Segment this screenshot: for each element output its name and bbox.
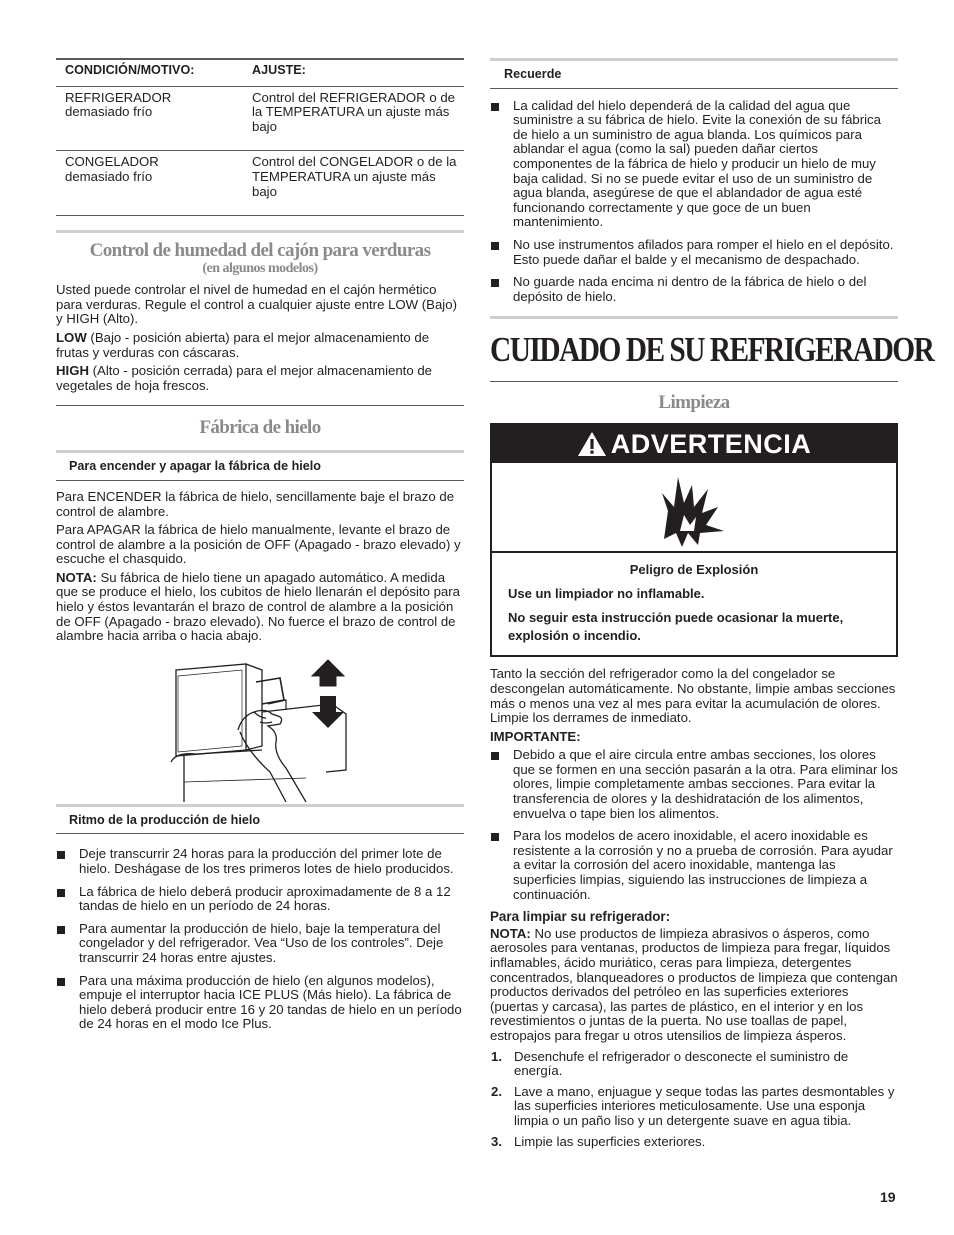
- bullet-square-icon: [57, 978, 65, 986]
- table-header-condition: CONDICIÓN/MOTIVO:: [65, 63, 195, 77]
- right-column: [490, 58, 934, 1155]
- icemaker-illustration: [56, 652, 464, 802]
- icemaker-section-title: Fábrica de hielo: [199, 417, 321, 439]
- bullet-square-icon: [57, 926, 65, 934]
- list-item-text: No guarde nada encima ni dentro de la fábrica de hielo o del depósito de hielo.: [513, 274, 867, 304]
- note-text: No use productos de limpieza abrasivos o ásperos, como aerosoles para ventanas, productos de limpieza para fregar, líquidos inflamables, ácido muriático, ceras para limpieza, detergentes concentrados, blanqueadores o productos de limpieza que contengan productos derivados del petróleo en las superficies exteriores (puertas y carcasa), las partes de plástico, en el interior y en los revestimientos o juntas de la puerta. No use toallas de papel, estropajos para fregar u otros utensilios de limpieza ásperos.: [490, 925, 898, 1043]
- icemaker-on-text: Para ENCENDER la fábrica de hielo, sencillamente baje el brazo de control de alambre.: [56, 488, 455, 519]
- humidity-section-subtitle: (en algunos modelos): [202, 261, 318, 277]
- cleaning-steps: [490, 1050, 898, 1150]
- table-header-setting: AJUSTE:: [252, 63, 306, 77]
- remember-heading: Recuerde: [504, 67, 562, 81]
- table-cell-setting: Control del CONGELADOR o de la TEMPERATURA un ajuste más bajo: [252, 154, 457, 199]
- warning-line-1: Use un limpiador no inflamable.: [508, 586, 705, 602]
- explosion-icon: [492, 463, 896, 551]
- warning-hazard-title: Peligro de Explosión: [629, 562, 759, 578]
- list-item: [490, 748, 898, 821]
- divider: [56, 405, 464, 406]
- list-item-text: No use instrumentos afilados para romper el hielo en el depósito. Esto puede dañar el balde y el mecanismo de despachado.: [513, 236, 894, 267]
- divider: [56, 480, 464, 481]
- high-text: (Alto - posición cerrada) para el mejor almacenamiento de vegetales de hoja frescos.: [56, 363, 433, 393]
- important-label: IMPORTANTE:: [490, 728, 581, 744]
- warning-box: [490, 423, 898, 657]
- bullet-square-icon: [491, 279, 499, 287]
- icemaker-rate-heading: Ritmo de la producción de hielo: [69, 812, 261, 827]
- divider: [490, 381, 898, 382]
- step-number: 3.: [491, 1133, 502, 1149]
- icemaker-rate-list: [56, 847, 464, 1032]
- step-text: Lave a mano, enjuague y seque todas las partes desmontables y las superficies interiores meticulosamente. Use una esponja limpia o un paño liso y un detergente suave en agua tibia.: [514, 1083, 895, 1128]
- warning-image: [492, 463, 896, 553]
- high-label: HIGH: [56, 363, 89, 379]
- list-item-text: La calidad del hielo dependerá de la calidad del agua que suministre a su fábrica de hielo. Evite la conexión de su fábrica de hielo a un suministro de agua blanda. Los químicos para ablandar el agua (como la sal) pueden dañar ciertos componentes de la fábrica de hielo y producir un hielo de muy baja calidad. Si no se puede evitar el uso de un suministro de agua blanda, asegúrese de que el ablandador de agua esté funcionando correctamente y que goce de un buen mantenimiento.: [513, 97, 881, 230]
- note-label: NOTA:: [56, 569, 97, 585]
- table-row: [56, 87, 464, 152]
- warning-line-2: No seguir esta instrucción puede ocasionar la muerte, explosión o incendio.: [508, 610, 844, 644]
- page-title: CUIDADO DE SU REFRIGERADOR: [490, 330, 934, 370]
- list-item: [490, 1050, 898, 1079]
- table-cell-setting: Control del REFRIGERADOR o de la TEMPERATURA un ajuste más bajo: [252, 89, 456, 134]
- humidity-intro: Usted puede controlar el nivel de humedad en el cajón hermético para verduras. Regule el control a cualquier ajuste entre LOW (Bajo) y HIGH (Alto).: [56, 282, 457, 327]
- list-item-text: Deje transcurrir 24 horas para la producción del primer lote de hielo. Deshágase de los tres primeros lotes de hielo producidos.: [79, 846, 454, 877]
- bullet-square-icon: [491, 103, 499, 111]
- table-header-row: [56, 60, 464, 87]
- warning-label: ADVERTENCIA: [610, 429, 812, 460]
- bullet-square-icon: [57, 851, 65, 859]
- list-item-text: Para los modelos de acero inoxidable, el acero inoxidable es resistente a la corrosión y no a prueba de corrosión. Para ayudar a evitar la corrosión del acero inoxidable, mantenga las superficies limpias, siguiendo las instrucciones de limpieza a continuación.: [513, 828, 893, 902]
- bullet-square-icon: [491, 833, 499, 841]
- list-item: [490, 275, 898, 304]
- left-column: [56, 58, 464, 1040]
- list-item: [490, 1085, 898, 1129]
- step-text: Limpie las superficies exteriores.: [514, 1133, 706, 1149]
- table-row: [56, 151, 464, 216]
- icemaker-onoff-heading: Para encender y apagar la fábrica de hielo: [69, 459, 321, 474]
- remember-list: [490, 99, 898, 305]
- cleaning-heading: Para limpiar su refrigerador:: [490, 909, 671, 925]
- list-item: [490, 1135, 898, 1150]
- list-item-text: Para aumentar la producción de hielo, baje la temperatura del congelador y del refrigerador. Vea “Uso de los controles”. Deje transcurrir 24 horas entre ajustes.: [79, 920, 444, 965]
- page-number: 19: [880, 1189, 896, 1205]
- low-text: (Bajo - posición abierta) para el mejor almacenamiento de frutas y verduras con cáscaras.: [56, 329, 430, 360]
- list-item: [56, 922, 464, 966]
- table-cell-condition: CONGELADOR demasiado frío: [65, 154, 159, 184]
- warning-triangle-icon: [577, 431, 607, 457]
- list-item: [56, 885, 464, 914]
- list-item: [490, 99, 898, 230]
- step-text: Desenchufe el refrigerador o desconecte el suministro de energía.: [514, 1048, 849, 1079]
- divider: [490, 88, 898, 89]
- humidity-high-paragraph: [56, 364, 464, 393]
- low-label: LOW: [56, 329, 87, 345]
- warning-body: [492, 553, 896, 655]
- list-item: [490, 238, 898, 267]
- step-number: 2.: [491, 1083, 502, 1099]
- icemaker-arm-illustration: [56, 652, 464, 802]
- cleaning-section-title: Limpieza: [658, 392, 730, 414]
- divider: [56, 230, 464, 233]
- bullet-square-icon: [491, 242, 499, 250]
- icemaker-off-text: Para APAGAR la fábrica de hielo manualmente, levante el brazo de control de alambre a la posición de OFF (Apagado - brazo elevado) y escuche el chasquido.: [56, 522, 461, 567]
- divider: [56, 833, 464, 834]
- important-list: [490, 748, 898, 902]
- list-item: [56, 974, 464, 1032]
- note-label: NOTA:: [490, 925, 531, 941]
- cleaning-note: [490, 927, 898, 1044]
- list-item-text: Debido a que el aire circula entre ambas secciones, los olores que se formen en una sección pasarán a la otra. Para eliminar los olores, limpie completamente ambas secciones. Para evitar la transferencia de olores y la deshidratación de los alimentos, envuelva o tape bien los alimentos.: [513, 747, 898, 821]
- divider: [490, 316, 898, 319]
- list-item: [56, 847, 464, 876]
- bullet-square-icon: [491, 752, 499, 760]
- warning-header: [492, 425, 896, 463]
- list-item-text: Para una máxima producción de hielo (en algunos modelos), empuje el interruptor hacia ICE PLUS (Más hielo). La fábrica de hielo deberá producir entre 16 y 20 tandas de hielo en un período de 24 horas en el modo Ice Plus.: [79, 972, 462, 1032]
- table-cell-condition: REFRIGERADOR demasiado frío: [65, 89, 172, 120]
- bullet-square-icon: [57, 889, 65, 897]
- step-number: 1.: [491, 1048, 502, 1064]
- icemaker-note: [56, 571, 464, 644]
- note-text: Su fábrica de hielo tiene un apagado automático. A medida que se produce el hielo, los cubitos de hielo llenarán el depósito para hielo y éstos levantarán el brazo de control de alambre a la posición de OFF (Apagado - brazo elevado). No fuerce el brazo de control de alambre hacia arriba o hacia abajo.: [56, 569, 460, 644]
- settings-table: [56, 58, 464, 216]
- humidity-low-paragraph: [56, 331, 464, 360]
- cleaning-intro: Tanto la sección del refrigerador como la del congelador se descongelan automáticamente. No obstante, limpie ambas secciones más o menos una vez al mes para evitar la acumulación de olores. Limpie los derrames de inmediato.: [490, 666, 896, 726]
- list-item: [490, 829, 898, 902]
- humidity-section-title: Control de humedad del cajón para verduras: [89, 240, 431, 262]
- list-item-text: La fábrica de hielo deberá producir aproximadamente de 8 a 12 tandas de hielo en un período de 24 horas.: [79, 883, 451, 914]
